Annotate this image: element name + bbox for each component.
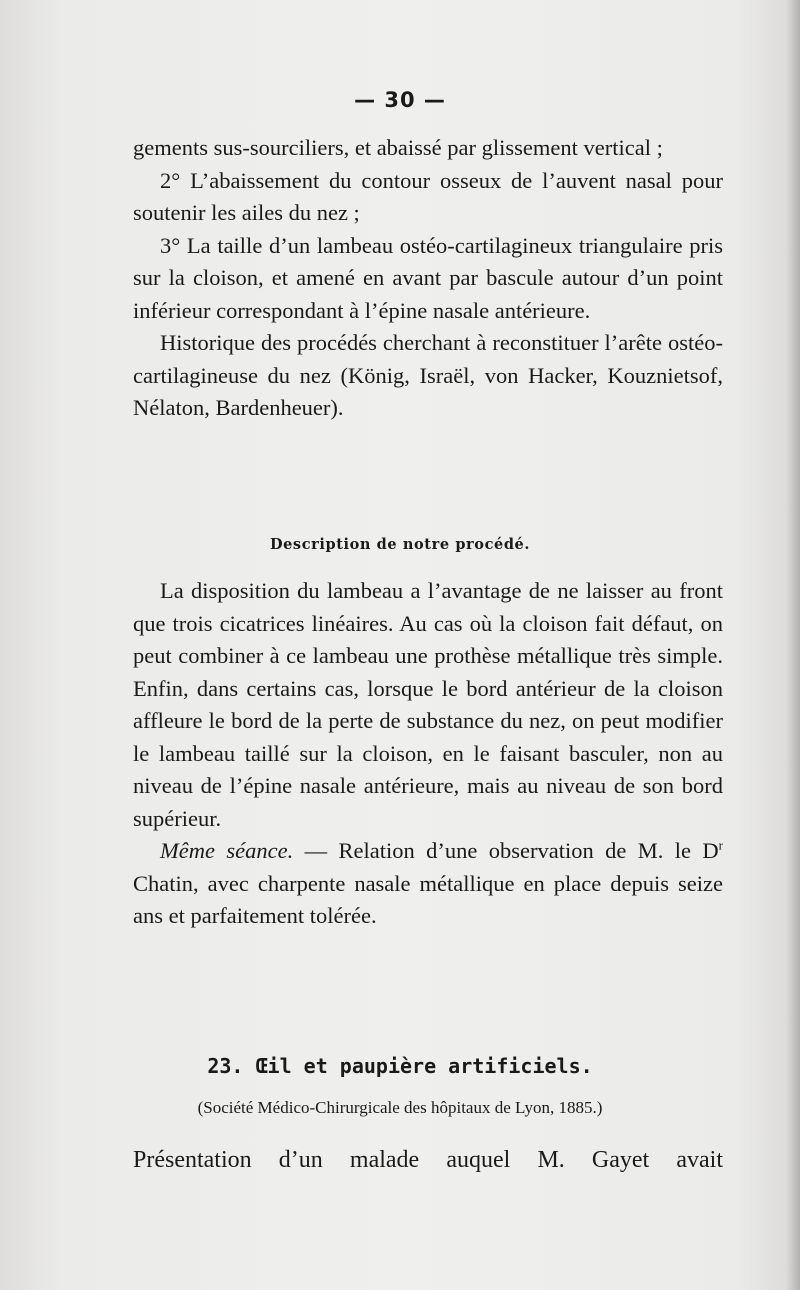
paragraph-text: Chatin, avec charpente nasale métallique en place depuis seize ans et parfaitement tolérée.: [133, 870, 723, 928]
chapter-title: 23. Œil et paupière artificiels.: [207, 1054, 593, 1078]
chapter-subtitle: (Société Médico-Chirurgicale des hôpitaux de Lyon, 1885.): [197, 1098, 603, 1117]
paragraph: Historique des procédés cherchant à reconstituer l’arête ostéo-cartilagineuse du nez (König, Israël, von Hacker, Kouznietsof, Nélaton, Bardenheuer).: [133, 330, 723, 420]
paragraph: 3° La taille d’un lambeau ostéo-cartilagineux triangulaire pris sur la cloison, et amené en avant par bascule autour d’un point inférieur correspondant à l’épine nasale antérieure.: [133, 232, 723, 323]
text-block-middle: [133, 575, 723, 933]
paragraph: Présentation d’un malade auquel M. Gayet avait: [133, 1147, 723, 1173]
text-block-top: [133, 132, 723, 425]
page-edge-shadow: [786, 0, 800, 1290]
paragraph: gements sus-sourciliers, et abaissé par glissement vertical ;: [133, 135, 663, 160]
paragraph-text: — Relation d’une observation de M. le D: [293, 838, 719, 863]
paragraph: La disposition du lambeau a l’avantage de ne laisser au front que trois cicatrices linéaires. Au cas où la cloison fait défaut, on peut combiner à ce lambeau une prothèse métallique très simple. Enfin, dans certains cas, lorsque le bord antérieur de la cloison affleure le bord de la perte de substance du nez, on peut modifier le lambeau taillé sur la cloison, en le faisant basculer, non au niveau de l’épine nasale antérieure, mais au niveau de son bord supérieur.: [133, 578, 723, 831]
superscript: r: [718, 837, 723, 853]
section-heading: Description de notre procédé.: [269, 536, 531, 553]
paragraph: 2° L’abaissement du contour osseux de l’auvent nasal pour soutenir les ailes du nez ;: [133, 167, 723, 225]
paragraph: [133, 835, 723, 933]
italic-lead: Même séance.: [160, 838, 294, 863]
page-number: — 30 —: [354, 88, 446, 112]
